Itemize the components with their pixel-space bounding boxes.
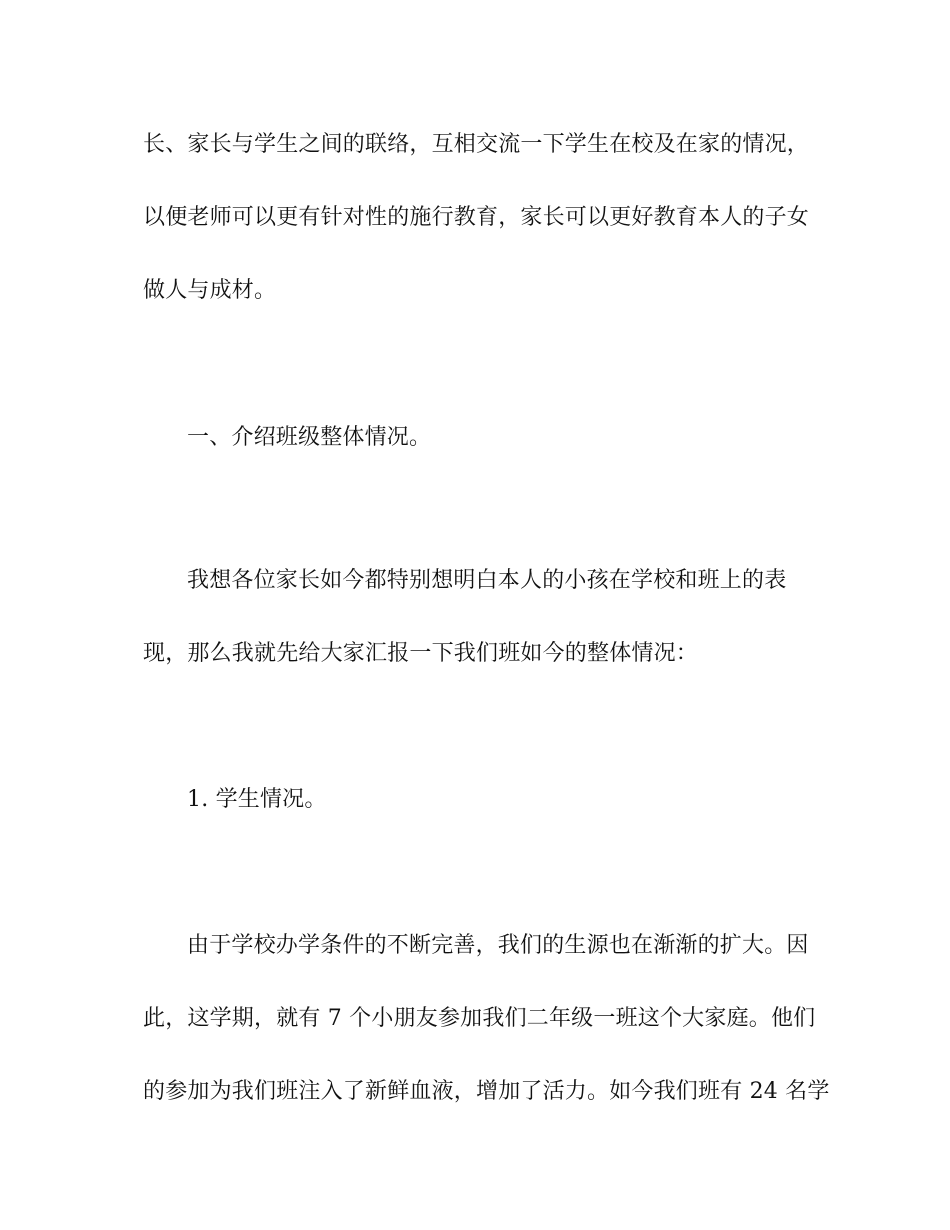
paragraph-1-line-3: 做人与成材。 [143,278,277,303]
paragraph-3-line-3: 的参加为我们班注入了新鲜血液，增加了活力。如今我们班有 24 名学 [143,1079,830,1104]
section-heading-1: 一、介绍班级整体情况。 [187,425,432,450]
paragraph-2-line-1: 我想各位家长如今都特别想明白本人的小孩在学校和班上的表 [187,568,787,593]
paragraph-1-line-1: 长、家长与学生之间的联络，互相交流一下学生在校及在家的情况， [143,132,810,157]
paragraph-3-line-1: 由于学校办学条件的不断完善，我们的生源也在渐渐的扩大。因 [187,933,809,958]
paragraph-3-line-2: 此，这学期，就有 7 个小朋友参加我们二年级一班这个大家庭。他们 [143,1006,816,1031]
paragraph-2-line-2: 现，那么我就先给大家汇报一下我们班如今的整体情况： [143,641,699,666]
subsection-heading-1: 1. 学生情况。 [187,787,327,812]
paragraph-1-line-2: 以便老师可以更有针对性的施行教育，家长可以更好教育本人的子女 [143,205,810,230]
